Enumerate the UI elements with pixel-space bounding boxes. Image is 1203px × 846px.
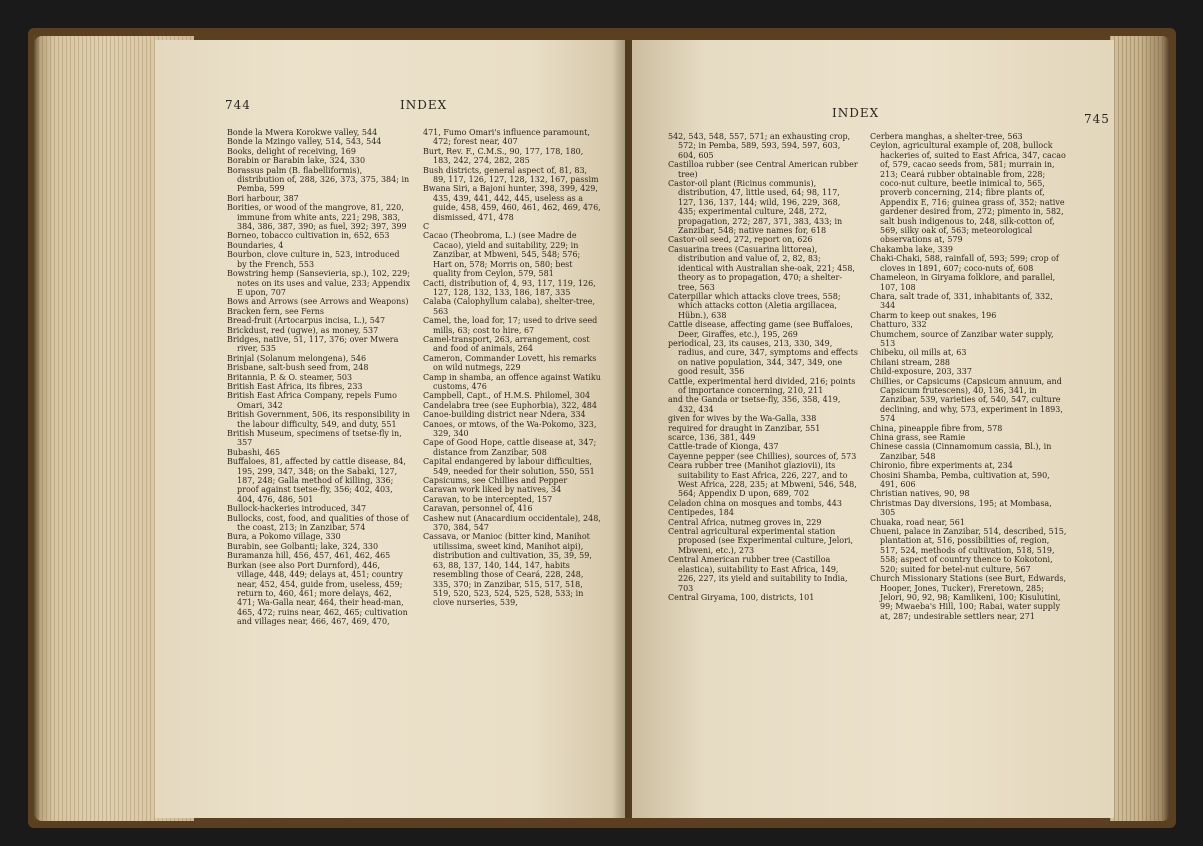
- index-entry: Britannia, P. & O. steamer, 503: [227, 372, 353, 382]
- index-entry: Chaki-Chaki, 588, rainfall of, 593; 599; crop of cloves in 1891, 607; coco-nuts of, 608: [870, 254, 1059, 273]
- index-entry: Casuarina trees (Casuarina littorea), distribution and value of, 2, 82, 83; identical with Australian she-oak, 221; 458, theory as to propagation, 470; a shelter-tree, 563: [668, 244, 855, 292]
- index-entry: Cape of Good Hope, cattle disease at, 347; distance from Zanzibar, 508: [423, 438, 597, 457]
- index-entry: Cacti, distribution of, 4, 93, 117, 119, 126, 127, 128, 132, 133, 186, 187, 335: [423, 278, 596, 297]
- index-entry: Brickdust, red (ugwe), as money, 537: [227, 325, 379, 335]
- index-entry: Bourbon, clove culture in, 523, introduced by the French, 553: [227, 250, 400, 269]
- index-entry: Capsicums, see Chillies and Pepper: [423, 476, 568, 486]
- index-entry: Chatturo, 332: [870, 320, 927, 330]
- index-entry: Buramanza hill, 456, 457, 461, 462, 465: [227, 551, 391, 561]
- index-entry: Borneo, tobacco cultivation in, 652, 653: [227, 231, 390, 241]
- left-page: [155, 40, 625, 818]
- index-entry: Bonde la Mzingo valley, 514, 543, 544: [227, 137, 382, 147]
- index-entry: Chakamba lake, 339: [870, 244, 953, 254]
- index-entry: Central Africa, nutmeg groves in, 229: [668, 517, 822, 527]
- index-entry: Bullock-hackeries introduced, 347: [227, 504, 367, 514]
- index-entry: Bracken fern, see Ferns: [227, 306, 325, 316]
- index-entry: Church Missionary Stations (see Burt, Edwards, Hooper, Jones, Tucker), Freretown, 285; Jelori, 90, 92, 98; Kamlikeni, 100; Kisulutini, 99; Mwaeba's Hill, 100; Rabai, water supply at, 287; undesirable settlers near, 271: [870, 574, 1066, 621]
- index-entry: 542, 543, 548, 557, 571; an exhausting crop, 572; in Pemba, 589, 593, 594, 597, 603, 604, 605: [668, 132, 851, 160]
- index-entry: Bush districts, general aspect of, 81, 83, 89, 117, 126, 127, 128, 132, 167, passim: [423, 165, 599, 185]
- right-page: [632, 40, 1114, 818]
- index-entry: Canoe-building district near Ndera, 334: [423, 410, 586, 420]
- index-entry: Castilloa rubber (see Central American rubber tree): [668, 160, 858, 179]
- index-entry: Caravan, personnel of, 416: [423, 504, 533, 514]
- index-entry: Chinese cassia (Cinnamomum cassia, Bl.), in Zanzibar, 548: [870, 442, 1052, 461]
- index-entry: required for draught in Zanzibar, 551: [668, 423, 821, 433]
- index-entry: Chibeku, oil mills at, 63: [870, 348, 967, 358]
- index-entry: Celadon china on mosques and tombs, 443: [668, 498, 842, 508]
- index-entry: Caravan work liked by natives, 34: [423, 485, 562, 495]
- index-entry: Bows and Arrows (see Arrows and Weapons): [227, 297, 409, 307]
- index-entry: Borities, or wood of the mangrove, 81, 220, immune from white ants, 221; 298, 383, 384, 386, 387, 390; as fuel, 392; 397, 399: [227, 203, 407, 232]
- index-entry: Chara, salt trade of, 331, inhabitants of, 332, 344: [870, 291, 1053, 311]
- index-entry: British Government, 506, its responsibility in the labour difficulty, 549, and duty, 551: [227, 410, 411, 429]
- index-entry: Bwana Siri, a Bajoni hunter, 398, 399, 429, 435, 439, 441, 442, 445, useless as a guide, 458, 459, 460, 461, 462, 469, 476, dismissed, 471, 478: [423, 184, 601, 222]
- index-entry: Child-exposure, 203, 337: [870, 367, 972, 377]
- page-header: INDEX: [832, 106, 880, 120]
- page-number: 745: [1084, 112, 1110, 126]
- index-entry: Bread-fruit (Artocarpus incisa, L.), 547: [227, 316, 386, 326]
- index-entry: Central Giryama, 100, districts, 101: [668, 592, 815, 602]
- index-entry: China, pineapple fibre from, 578: [870, 423, 1003, 433]
- index-entry: Camel-transport, 263, arrangement, cost and food of animals, 264: [423, 334, 590, 354]
- index-entry: Cameron, Commander Lovett, his remarks on wild nutmegs, 229: [423, 353, 597, 373]
- index-entry: Cerbera manghas, a shelter-tree, 563: [870, 132, 1023, 141]
- index-entry: 471, Fumo Omari's influence paramount, 472; forest near, 407: [423, 128, 590, 147]
- index-entry: Candelabra tree (see Euphorbia), 322, 484: [423, 400, 597, 410]
- index-entry: Chameleon, in Giryama folklore, and parallel, 107, 108: [870, 273, 1056, 292]
- index-entry: Borassus palm (B. flabelliformis), distribution of, 288, 326, 373, 375, 384; in Pemba, 599: [227, 165, 410, 194]
- index-entry: C: [423, 222, 430, 232]
- index-column-2: [870, 132, 1068, 621]
- index-entry: Cattle-trade of Kionga, 437: [668, 442, 779, 452]
- index-entry: Chilani stream, 288: [870, 357, 951, 367]
- page-edges-right: [1110, 36, 1170, 821]
- index-entry: and the Ganda or tsetse-fly, 356, 358, 419, 432, 434: [668, 395, 841, 414]
- index-entry: Boundaries, 4: [227, 240, 284, 250]
- index-column-2: [423, 128, 601, 608]
- index-entry: Christmas Day diversions, 195; at Mombasa, 305: [870, 498, 1052, 518]
- index-entry: Castor-oil seed, 272, report on, 626: [668, 235, 813, 245]
- index-entry: China grass, see Ramie: [870, 433, 966, 442]
- index-entry: Cattle, experimental herd divided, 216; points of importance concerning, 210, 211: [668, 376, 856, 395]
- index-entry: British East Africa Company, repels Fumo Omari, 342: [227, 391, 397, 410]
- index-column-1: [668, 132, 858, 602]
- index-entry: Chumchem, source of Zanzibar water supply, 513: [870, 329, 1054, 348]
- page-number: 744: [225, 98, 251, 112]
- index-entry: Burabin, see Golbanti; lake, 324, 330: [227, 541, 379, 551]
- index-entry: Christian natives, 90, 98: [870, 489, 970, 499]
- index-entry: Ceylon, agricultural example of, 208, bullock hackeries of, suited to East Africa, 347, cacao of, 579, cacao seeds from, 581; murrain in, 213; Ceará rubber obtainable from, 228; coco-nut culture, beetle inimical to, 565, proverb concerning, 214; fibre plants of, Appendix E, 716; guinea grass of, 352; native gardener desired from, 272; pimento in, 582, salt bush indigenous to, 248, silk-cotton of, 569, silky oak of, 563; meteorological observations at, 579: [870, 141, 1066, 245]
- index-entry: Central agricultural experimental station proposed (see Experimental culture, Jelori, Mbweni, etc.), 273: [668, 527, 854, 555]
- index-entry: Borabin or Barabin lake, 324, 330: [227, 156, 366, 166]
- index-entry: Chillies, or Capsicums (Capsicum annuum, and Capsicum frutescens), 40, 136, 341, in Zanzibar, 539, varieties of, 540, 547, culture declining, and why, 573, experiment in 1893, 574: [870, 376, 1063, 424]
- index-entry: Buffaloes, 81, affected by cattle disease, 84, 195, 299, 347, 348; on the Sabaki, 127, 187, 248; Galla method of killing, 336; proof against tsetse-fly, 356; 402, 403, 404, 476, 486, 501: [227, 457, 406, 504]
- index-entry: Burt, Rev. F., C.M.S., 90, 177, 178, 180, 183, 242, 274, 282, 285: [423, 146, 584, 166]
- index-entry: periodical, 23, its causes, 213, 330, 349, radius, and cure, 347, symptoms and effects on native population, 344, 347, 349, one good result, 356: [668, 338, 858, 377]
- index-entry: Bori harbour, 387: [227, 193, 299, 203]
- index-entry: Castor-oil plant (Ricinus communis), distribution, 47, little used, 64; 98, 117, 127, 136, 137, 144; wild, 196, 229, 368, 435; experimental culture, 248, 272, propagation, 272; 287, 371, 383, 433; in Zanzibar, 548; native names for, 618: [668, 179, 843, 236]
- index-entry: Cattle disease, affecting game (see Buffaloes, Deer, Giraffes, etc.), 195, 269: [668, 320, 853, 339]
- index-entry: British East Africa, its fibres, 233: [227, 381, 363, 391]
- index-entry: Cacao (Theobroma, L.) (see Madre de Cacao), yield and suitability, 229; in Zanzibar, at Mbweni, 545, 548; 576; Hart on, 578; Morris on, 580; best quality from Ceylon, 579, 581: [423, 231, 581, 279]
- index-entry: Charm to keep out snakes, 196: [870, 310, 997, 320]
- index-entry: Chueni, palace in Zanzibar, 514, described, 515, plantation at, 516, possibilities of, region, 517, 524, methods of cultivation, 518, 519, 558; aspect of country thence to Kokotoni, 520; suited for betel-nut culture, 567: [870, 527, 1067, 574]
- index-entry: Bullocks, cost, food, and qualities of those of the coast, 213; in Zanzibar, 574: [227, 513, 409, 533]
- index-entry: Bowstring hemp (Sansevieria, sp.), 102, 229; notes on its uses and value, 233; Appendix E upon, 707: [227, 269, 411, 297]
- index-entry: Canoes, or mtows, of the Wa-Pokomo, 323, 329, 340: [423, 419, 597, 438]
- index-entry: Caravan, to be intercepted, 157: [423, 494, 553, 504]
- index-entry: Bonde la Mwera Korokwe valley, 544: [227, 128, 378, 137]
- index-entry: Bura, a Pokomo village, 330: [227, 532, 341, 542]
- index-entry: British Museum, specimens of tsetse-fly in, 357: [227, 429, 402, 448]
- index-column-1: [227, 128, 411, 627]
- index-entry: given for wives by the Wa-Galla, 338: [668, 414, 817, 424]
- index-entry: Burkan (see also Port Durnford), 446, village, 448, 449; delays at, 451; country near, 452, 454, guide from, useless, 459; return to, 460, 461; more delays, 462, 471; Wa-Galla near, 464, their head-man, 465, 472; ruins near, 462, 465; cultivation and villages near, 466, 467, 469, 470,: [227, 560, 408, 627]
- index-entry: Ceara rubber tree (Manihot glaziovii), its suitability to East Africa, 226, 227, and to West Africa, 228, 235; at Mbweni, 546, 548, 564; Appendix D upon, 689, 702: [668, 461, 857, 499]
- index-entry: Cassava, or Manioc (bitter kind, Manihot utilissima, sweet kind, Manihot aipi), distribution and cultivation, 35, 39, 59, 63, 88, 137, 140, 144, 147, habits resembling those of Ceará, 228, 248, 335, 370; in Zanzibar, 515, 517, 518, 519, 520, 523, 524, 525, 528, 533; in clove nurseries, 539,: [423, 532, 592, 608]
- index-entry: Capital endangered by labour difficulties, 549, needed for their solution, 550, 551: [423, 457, 595, 476]
- index-entry: Calaba (Calophyllum calaba), shelter-tree, 563: [423, 297, 595, 316]
- index-entry: Campbell, Capt., of H.M.S. Philomel, 304: [423, 391, 591, 401]
- index-entry: Chosini Shamba, Pemba, cultivation at, 590, 491, 606: [870, 470, 1050, 490]
- index-entry: Caterpillar which attacks clove trees, 558; which attacks cotton (Aletia argillacea, Hübn.), 638: [668, 291, 841, 320]
- index-entry: Cashew nut (Anacardium occidentale), 248, 370, 384, 547: [423, 513, 601, 533]
- index-entry: Chuaka, road near, 561: [870, 517, 965, 527]
- index-entry: Books, delight of receiving, 169: [227, 146, 356, 156]
- index-entry: Brinjal (Solanum melongena), 546: [227, 353, 367, 363]
- index-entry: Brisbane, salt-bush seed from, 248: [227, 363, 369, 373]
- page-header: INDEX: [400, 98, 448, 112]
- index-entry: Camel, the, load for, 17; used to drive seed mills, 63; cost to hire, 67: [423, 316, 598, 335]
- index-entry: Centipedes, 184: [668, 508, 734, 518]
- index-entry: Chironio, fibre experiments at, 234: [870, 461, 1013, 471]
- index-entry: Central American rubber tree (Castilloa elastica), suitability to East Africa, 149, 226, 227, its yield and suitability to India, 703: [668, 555, 848, 593]
- index-entry: Camp in shamba, an offence against Watiku customs, 476: [423, 372, 601, 391]
- index-entry: Cayenne pepper (see Chillies), sources of, 573: [668, 451, 857, 461]
- index-entry: Bubashi, 465: [227, 447, 281, 457]
- index-entry: Bridges, native, 51, 117, 376; over Mwera river, 535: [227, 334, 399, 354]
- index-entry: scarce, 136, 381, 449: [668, 433, 756, 442]
